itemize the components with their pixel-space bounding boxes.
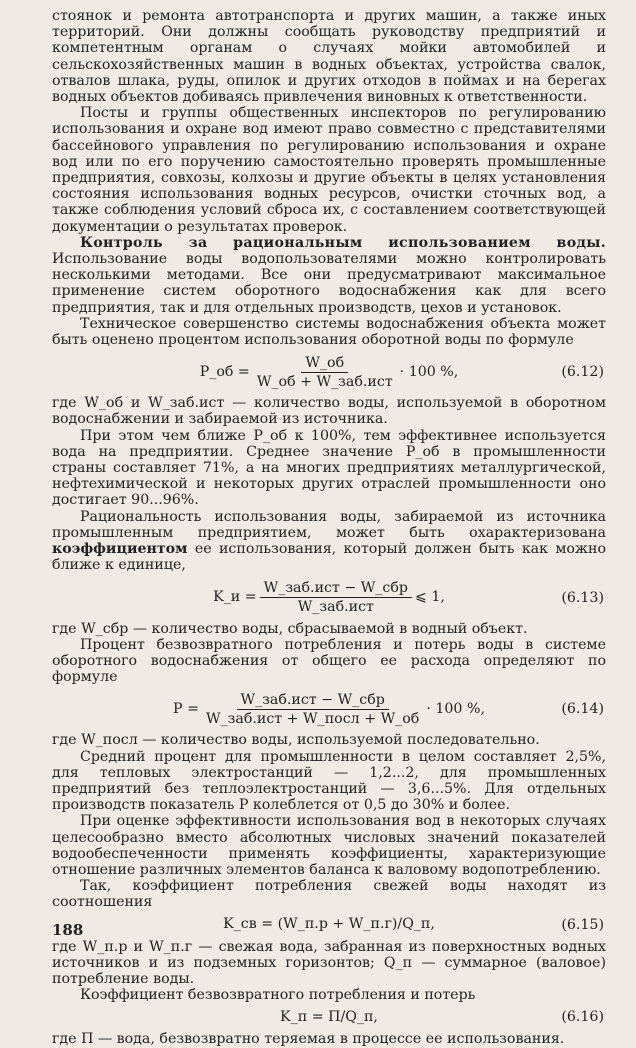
equation-tail: · 100 %, (399, 364, 459, 381)
paragraph: Коэффициент безвозвратного потребления и потерь (80, 987, 476, 1004)
section-heading: Контроль за рациональным использованием воды. (80, 234, 606, 251)
paragraph: где П — вода, безвозвратно теряемая в процессе ее использования. (52, 1031, 565, 1048)
paragraph-text: Рациональность использования воды, забираемой из источника промышленным предприятием, может быть охарактеризована (52, 508, 606, 541)
equation-body: K_п = П/Q_п, (280, 1009, 378, 1026)
equation-lhs: P = (173, 701, 199, 718)
fraction (202, 692, 423, 727)
paragraph: При оценке эффективности использования вод в некоторых случаях целесообразно вместо абсолютных числовых значений показателей водообеспеченности применять коэффициенты, характеризующие отношение различных элементов баланса к валовому водопотреблению. (52, 813, 606, 878)
equation-6-14 (52, 689, 606, 729)
paragraph: где W_об и W_заб.ист — количество воды, используемой в оборотном водоснабжении и забираемой из источника. (52, 395, 606, 428)
equation-number: (6.16) (561, 1009, 604, 1026)
equation-number: (6.15) (561, 916, 604, 933)
fraction-numerator: W_заб.ист − W_сбр (260, 580, 412, 598)
paragraph: Так, коэффициент потребления свежей воды находят из соотношения (52, 878, 606, 911)
emphasized-term: коэффициентом (52, 541, 188, 558)
fraction-denominator: W_об + W_заб.ист (256, 373, 393, 390)
equation-tail: ⩽ 1, (414, 589, 445, 606)
paragraph (52, 509, 606, 574)
paragraph: Процент безвозвратного потребления и потерь воды в системе оборотного водоснабжения от общего ее расхода определяют по формуле (52, 636, 606, 686)
paragraph: Посты и группы общественных инспекторов по регулированию использования и охране вод имеют право совместно с представителями бассейнового управления по регулированию использования и охране вод или по его поручению самостоятельно проверять промышленные предприятия, совхозы, колхозы и другие объекты в целях установления состояния использования водных ресурсов, очистки сточных вод, а также соблюдения условий сброса их, с составлением соответствующей документации о результатах проверок. (52, 105, 606, 235)
equation-number: (6.12) (561, 364, 604, 381)
equation-lhs: P_об = (199, 364, 250, 381)
paragraph: стоянок и ремонта автотранспорта и других машин, а также иных территорий. Они должны сообщать руководству предприятий и компетентным органам о случаях мойки автомобилей и сельскохозяйственных машин в водных объектах, устройства свалок, отвалов шлака, руды, опилок и других отходов в поймах и на берегах водных объектов добиваясь привлечения виновных к ответственности. (52, 8, 606, 106)
equation-lhs: K_и = (213, 589, 257, 606)
equation-tail: · 100 %, (426, 701, 485, 718)
fraction-denominator: W_заб.ист + W_посл + W_об (205, 710, 420, 727)
paragraph: где W_сбр — количество воды, сбрасываемой в водный объект. (52, 620, 528, 637)
paragraph: При этом чем ближе P_об к 100%, тем эффективнее используется вода на предприятии. Среднее значение P_об в промышленности страны составляет 71%, а на многих предприятиях металлургической, нефтехимической и некоторых других отраслей промышленности оно достигает 90...96%. (52, 427, 606, 509)
equation-6-15 (52, 914, 606, 939)
paragraph: Средний процент для промышленности в целом составляет 2,5%, для тепловых электростанций — 1,2...2, для промышленных предприятий без теплоэлектростанций — 3,6...5%. Для отдельных производств показатель P колеблется от 0,5 до 30% и более. (52, 748, 606, 814)
paragraph: Техническое совершенство системы водоснабжения объекта может быть оценено процентом использования оборотной воды по формуле (52, 315, 606, 349)
paragraph-text: ее использования, который должен быть как можно ближе к единице, (52, 541, 606, 574)
fraction (260, 580, 412, 615)
equation-6-13 (52, 578, 606, 618)
paragraph (52, 235, 606, 316)
equation-number: (6.13) (561, 589, 604, 606)
fraction-denominator: W_заб.ист (297, 599, 374, 615)
equation-6-12 (52, 352, 606, 392)
equation-number: (6.14) (561, 701, 604, 718)
paragraph-text: Использование воды водопользователями можно контролировать несколькими методами. Все они предусматривают максимальное применение систем оборотного водоснабжения как для всего предприятия, так и для отдельных производств, цехов и установок. (52, 251, 606, 316)
fraction-numerator: W_заб.ист − W_сбр (237, 692, 389, 710)
equation-body: K_св = (W_п.р + W_п.г)/Q_п, (223, 916, 435, 933)
paragraph: где W_п.р и W_п.г — свежая вода, забранная из поверхностных водных источников и из подземных горизонтов; Q_п — суммарное (валовое) потребление воды. (52, 938, 606, 987)
page-number: 188 (52, 921, 84, 939)
equation-6-16 (52, 1006, 606, 1028)
paragraph: где W_посл — количество воды, используемой последовательно. (52, 732, 540, 749)
fraction-numerator: W_об (301, 355, 348, 373)
fraction (253, 355, 397, 390)
